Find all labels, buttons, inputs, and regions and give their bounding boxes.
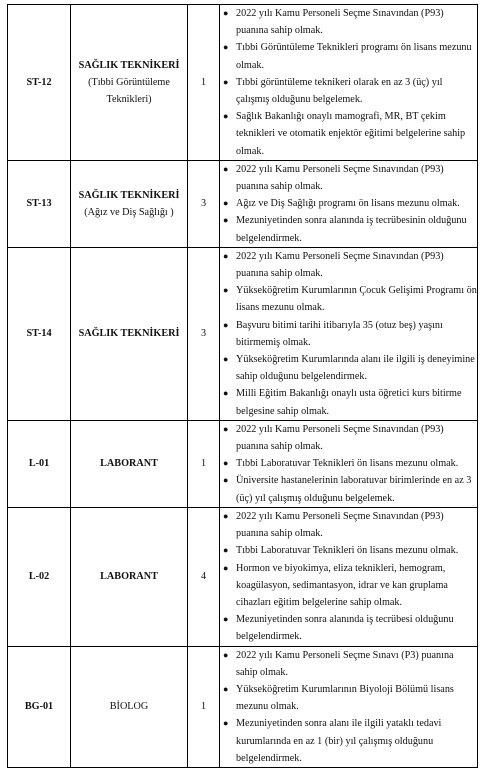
requirements-list bbox=[220, 508, 477, 646]
requirement-item bbox=[220, 282, 477, 316]
position-title-main: BİOLOG bbox=[109, 701, 149, 713]
bullet-icon: ● bbox=[223, 562, 229, 573]
bullet-icon: ● bbox=[223, 111, 229, 122]
bullet-icon: ● bbox=[223, 683, 229, 694]
bullet-icon: ● bbox=[223, 649, 229, 660]
requirement-item bbox=[220, 248, 477, 282]
requirement-text: Mezuniyetinden sonra alanı ile ilgili yataklı tedavi kurumlarında en az 1 (bir) yıl çalışmış olduğunu belgelendirmek. bbox=[236, 718, 442, 764]
requirement-item bbox=[220, 39, 477, 73]
requirement-text: Mezuniyetinden sonra alanında iş tecrübesinin olduğunu belgelendirmek. bbox=[236, 215, 467, 244]
position-count: 3 bbox=[188, 160, 220, 247]
position-count: 1 bbox=[188, 420, 220, 507]
position-code: ST-13 bbox=[8, 160, 71, 247]
bullet-icon: ● bbox=[223, 423, 229, 434]
requirement-text: Hormon ve biyokimya, eliza teknikleri, hemogram, koagülasyon, sedimantasyon, idrar ve kan gruplama cihazları eğitim belgelerine sahip olmak. bbox=[236, 562, 448, 608]
requirements-list bbox=[220, 5, 477, 160]
requirement-item bbox=[220, 108, 477, 160]
position-title bbox=[71, 160, 188, 247]
requirement-item bbox=[220, 542, 477, 559]
requirements-cell bbox=[220, 5, 478, 161]
requirement-text: 2022 yılı Kamu Personeli Seçme Sınavından (P93) puanına sahip olmak. bbox=[236, 510, 444, 540]
requirement-item bbox=[220, 385, 477, 419]
position-count: 4 bbox=[188, 507, 220, 646]
requirement-text: Tıbbi Laboratuvar Teknikleri ön lisans mezunu olmak. bbox=[236, 545, 459, 557]
bullet-icon: ● bbox=[223, 198, 229, 209]
requirement-text: Başvuru bitimi tarihi itibarıyla 35 (otuz beş) yaşını bitirmemiş olmak. bbox=[236, 319, 443, 348]
bullet-icon: ● bbox=[223, 458, 229, 469]
position-code: BG-01 bbox=[8, 646, 71, 767]
position-title bbox=[71, 507, 188, 646]
bullet-icon: ● bbox=[223, 614, 229, 625]
requirements-list bbox=[220, 161, 477, 247]
bullet-icon: ● bbox=[223, 510, 229, 521]
position-title-main: LABORANT bbox=[100, 571, 158, 583]
position-title-sub: (Tıbbi Görüntüleme Teknikleri) bbox=[88, 76, 170, 105]
requirement-text: Yükseköğretim Kurumlarında alanı ile ilgili iş deneyimine sahip olduğunu belgelendirmek. bbox=[236, 354, 475, 383]
requirements-cell bbox=[220, 160, 478, 247]
position-title-main: SAĞLIK TEKNİKERİ bbox=[78, 59, 180, 71]
bullet-icon: ● bbox=[223, 354, 229, 365]
table-row bbox=[8, 646, 478, 767]
position-title-main: LABORANT bbox=[100, 458, 158, 470]
bullet-icon: ● bbox=[223, 76, 229, 87]
requirement-item bbox=[220, 317, 477, 351]
requirement-text: Tıbbi görüntüleme teknikeri olarak en az 3 (üç) yıl çalışmış olduğunu belgelemek. bbox=[236, 76, 443, 106]
position-title-sub: (Ağız ve Diş Sağlığı ) bbox=[84, 206, 174, 218]
requirement-text: Ağız ve Diş Sağlığı programı ön lisans mezunu olmak. bbox=[236, 198, 460, 210]
requirement-text: 2022 yılı Kamu Personeli Seçme Sınavı (P3) puanına sahip olmak. bbox=[236, 649, 454, 678]
requirement-item bbox=[220, 560, 477, 612]
requirements-list bbox=[220, 647, 477, 767]
bullet-icon: ● bbox=[223, 215, 229, 226]
position-code: L-02 bbox=[8, 507, 71, 646]
bullet-icon: ● bbox=[223, 8, 229, 18]
requirement-item bbox=[220, 212, 477, 246]
table-row bbox=[8, 160, 478, 247]
requirement-text: Mezuniyetinden sonra alanında iş tecrübesi olduğunu belgelendirmek. bbox=[236, 614, 454, 643]
positions-table bbox=[7, 4, 478, 768]
bullet-icon: ● bbox=[223, 718, 229, 729]
position-count: 3 bbox=[188, 247, 220, 420]
requirement-item bbox=[220, 472, 477, 506]
position-count: 1 bbox=[188, 646, 220, 767]
position-title bbox=[71, 420, 188, 507]
bullet-icon: ● bbox=[223, 319, 229, 330]
requirement-item bbox=[220, 681, 477, 715]
requirement-text: Yükseköğretim Kurumlarının Biyoloji Bölümü lisans mezunu olmak. bbox=[236, 683, 454, 713]
requirements-list bbox=[220, 421, 477, 507]
bullet-icon: ● bbox=[223, 250, 229, 261]
requirement-item bbox=[220, 455, 477, 472]
requirement-text: Yükseköğretim Kurumlarının Çocuk Gelişimi Programı ön lisans mezunu olmak. bbox=[236, 285, 477, 314]
position-count: 1 bbox=[188, 5, 220, 161]
table-row bbox=[8, 420, 478, 507]
requirement-text: Milli Eğitim Bakanlığı onaylı usta öğretici kurs bitirme belgesine sahip olmak. bbox=[236, 388, 462, 417]
table-row bbox=[8, 507, 478, 646]
bullet-icon: ● bbox=[223, 388, 229, 399]
requirement-item bbox=[220, 611, 477, 645]
bullet-icon: ● bbox=[223, 545, 229, 556]
position-code: L-01 bbox=[8, 420, 71, 507]
requirement-item bbox=[220, 74, 477, 108]
bullet-icon: ● bbox=[223, 285, 229, 296]
table-row bbox=[8, 247, 478, 420]
requirements-cell bbox=[220, 420, 478, 507]
requirement-item bbox=[220, 508, 477, 542]
bullet-icon: ● bbox=[223, 475, 229, 486]
requirement-text: Tıbbi Görüntüleme Teknikleri programı ön lisans mezunu olmak. bbox=[236, 42, 472, 71]
position-title-main: SAĞLIK TEKNİKERİ bbox=[78, 189, 180, 201]
requirement-text: 2022 yılı Kamu Personeli Seçme Sınavından (P93) puanına sahip olmak. bbox=[236, 8, 444, 37]
requirements-list bbox=[220, 248, 477, 420]
requirement-item bbox=[220, 5, 477, 39]
bullet-icon: ● bbox=[223, 42, 229, 53]
requirement-text: Tıbbi Laboratuvar Teknikleri ön lisans mezunu olmak. bbox=[236, 458, 459, 470]
requirement-text: 2022 yılı Kamu Personeli Seçme Sınavından (P93) puanına sahip olmak. bbox=[236, 423, 444, 453]
requirement-text: 2022 yılı Kamu Personeli Seçme Sınavından (P93) puanına sahip olmak. bbox=[236, 250, 444, 280]
requirement-text: Üniversite hastanelerinin laboratuvar birimlerinde en az 3 (üç) yıl çalışmış olduğunu belgelemek. bbox=[236, 475, 472, 504]
requirement-item bbox=[220, 161, 477, 195]
position-code: ST-12 bbox=[8, 5, 71, 161]
requirement-item bbox=[220, 647, 477, 681]
requirement-item bbox=[220, 195, 477, 212]
position-title bbox=[71, 646, 188, 767]
requirements-cell bbox=[220, 247, 478, 420]
position-title bbox=[71, 5, 188, 161]
position-title bbox=[71, 247, 188, 420]
position-code: ST-14 bbox=[8, 247, 71, 420]
requirements-cell bbox=[220, 646, 478, 767]
bullet-icon: ● bbox=[223, 163, 229, 174]
table-row bbox=[8, 5, 478, 161]
requirement-text: Sağlık Bakanlığı onaylı mamografi, MR, BT çekim teknikleri ve otomatik enjektör eğitimi belgelerine sahip olmak. bbox=[236, 111, 466, 157]
requirement-item bbox=[220, 421, 477, 455]
position-title-main: SAĞLIK TEKNİKERİ bbox=[78, 328, 180, 340]
requirement-text: 2022 yılı Kamu Personeli Seçme Sınavından (P93) puanına sahip olmak. bbox=[236, 163, 444, 193]
requirements-cell bbox=[220, 507, 478, 646]
requirement-item bbox=[220, 351, 477, 385]
requirement-item bbox=[220, 715, 477, 767]
